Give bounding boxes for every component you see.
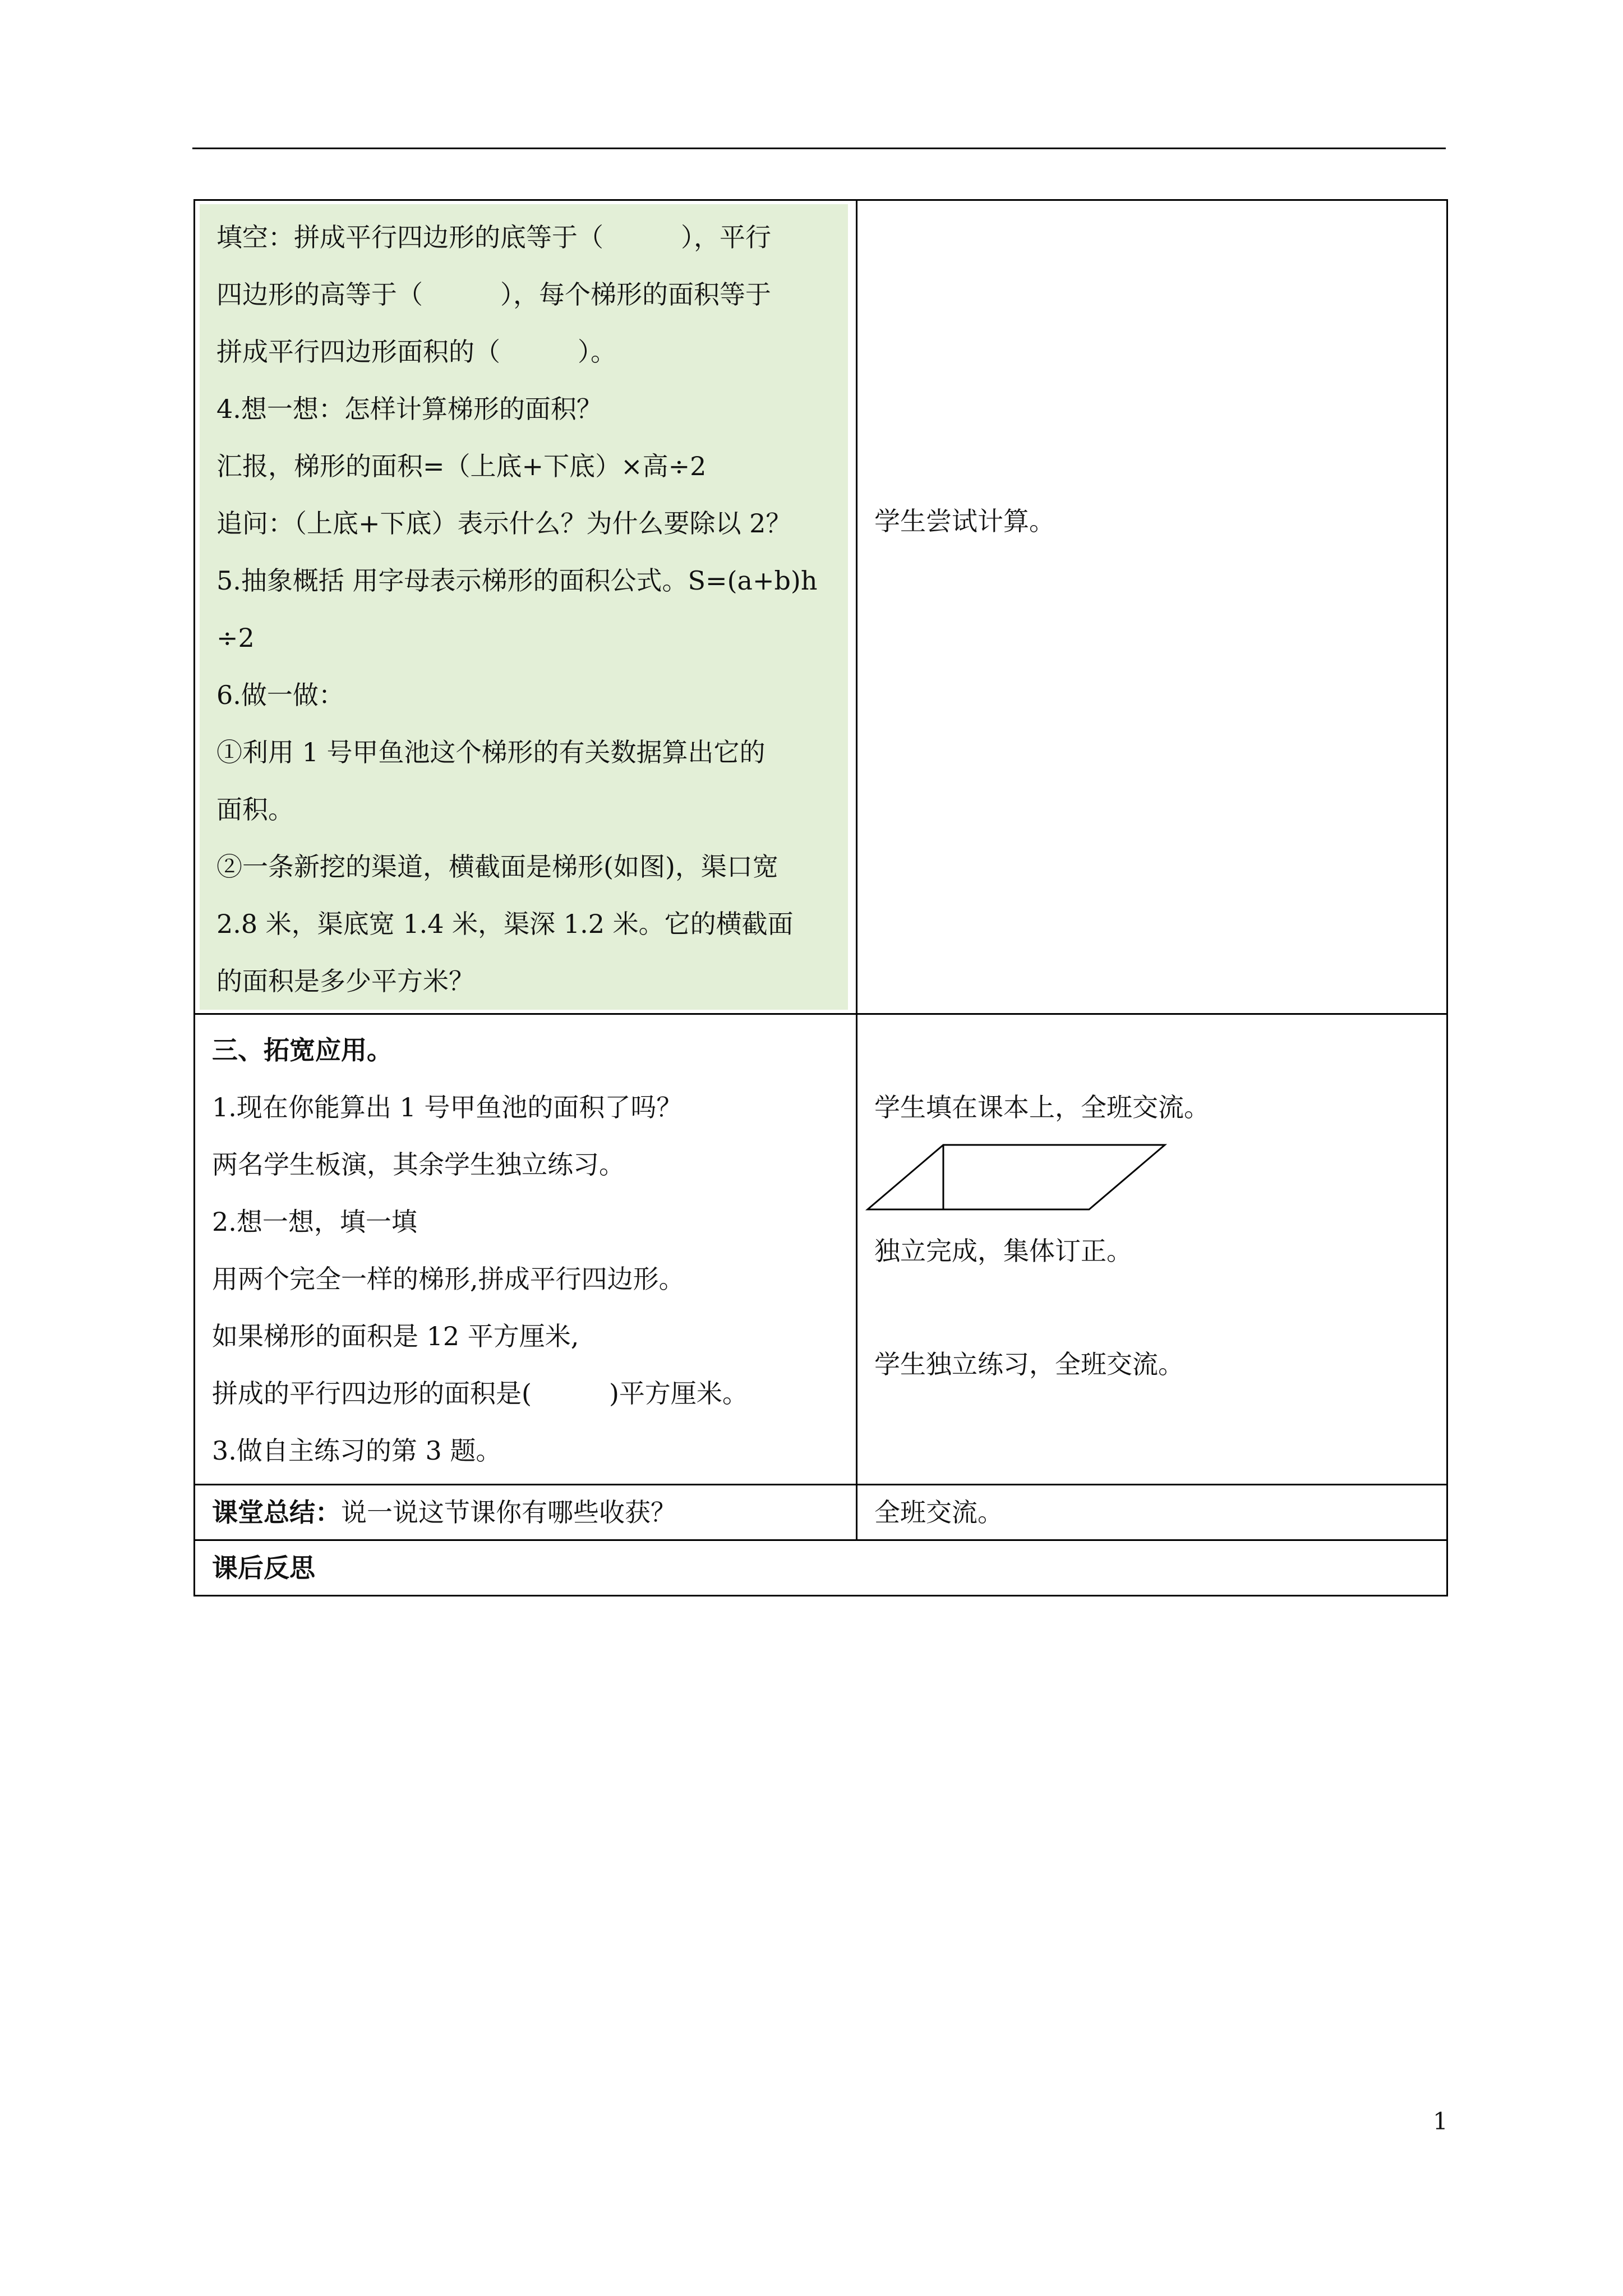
- text-line: ②一条新挖的渠道，横截面是梯形(如图)，渠口宽: [216, 852, 778, 882]
- teaching-process-cell: [195, 200, 857, 1014]
- summary-activity-cell: [857, 1485, 1447, 1540]
- highlighted-block: [200, 204, 848, 1010]
- text-line: 用两个完全一样的梯形,拼成平行四边形。: [212, 1264, 685, 1294]
- table-row: [195, 1540, 1447, 1596]
- text-line: 如果梯形的面积是 12 平方厘米,: [212, 1321, 579, 1351]
- text-line: 1.现在你能算出 1 号甲鱼池的面积了吗？: [212, 1092, 683, 1122]
- summary-label: 课堂总结：: [212, 1497, 341, 1527]
- header-rule: [192, 148, 1446, 149]
- text-line: 拼成平行四边形面积的（ ）。: [216, 337, 616, 367]
- student-activity-text: 学生尝试计算。: [874, 506, 1055, 536]
- text-line: 追问：（上底+下底）表示什么？为什么要除以 2？: [216, 508, 792, 539]
- text-line: 的面积是多少平方米？: [216, 966, 474, 996]
- table-row: [195, 1485, 1447, 1540]
- text-line: 汇报，梯形的面积=（上底+下底）×高÷2: [216, 451, 707, 481]
- text-line: 4.想一想：怎样计算梯形的面积？: [216, 394, 602, 424]
- reflection-label: 课后反思: [212, 1553, 315, 1583]
- student-activity-text: 学生独立练习，全班交流。: [874, 1349, 1184, 1379]
- summary-text: 说一说这节课你有哪些收获？: [341, 1497, 676, 1527]
- text-line: ①利用 1 号甲鱼池这个梯形的有关数据算出它的: [216, 737, 766, 767]
- summary-activity-text: 全班交流。: [874, 1497, 1003, 1527]
- student-activity-text: 学生填在课本上，全班交流。: [874, 1092, 1210, 1122]
- lesson-plan-table: [193, 199, 1448, 1596]
- page-number: 1: [1433, 2108, 1448, 2135]
- section-heading: 三、拓宽应用。: [212, 1035, 393, 1065]
- student-activity-text: 独立完成，集体订正。: [874, 1236, 1132, 1266]
- text-line: 面积。: [216, 794, 294, 825]
- text-line: 拼成的平行四边形的面积是( )平方厘米。: [212, 1378, 748, 1409]
- text-line: 3.做自主练习的第 3 题。: [212, 1435, 502, 1466]
- text-line: 2.8 米，渠底宽 1.4 米，渠深 1.2 米。它的横截面: [216, 909, 794, 939]
- text-line: 5.抽象概括 用字母表示梯形的面积公式。S=(a+b)h: [216, 565, 818, 596]
- text-line: 填空：拼成平行四边形的底等于（ ），平行: [216, 222, 771, 252]
- text-line: 两名学生板演，其余学生独立练习。: [212, 1149, 625, 1180]
- student-activity-cell: [857, 200, 1447, 1014]
- text-line: 2.想一想，填一填: [212, 1207, 417, 1237]
- text-line: 6.做一做：: [216, 680, 344, 710]
- table-row: [195, 200, 1447, 1014]
- parallelogram-figure: [862, 1139, 1176, 1218]
- table-row: [195, 1014, 1447, 1485]
- summary-cell: [195, 1485, 857, 1540]
- reflection-cell: [195, 1540, 1447, 1596]
- text-line: ÷2: [216, 623, 255, 653]
- text-line: 四边形的高等于（ ），每个梯形的面积等于: [216, 279, 771, 310]
- teaching-process-cell: [195, 1014, 857, 1485]
- student-activity-cell: [857, 1014, 1447, 1485]
